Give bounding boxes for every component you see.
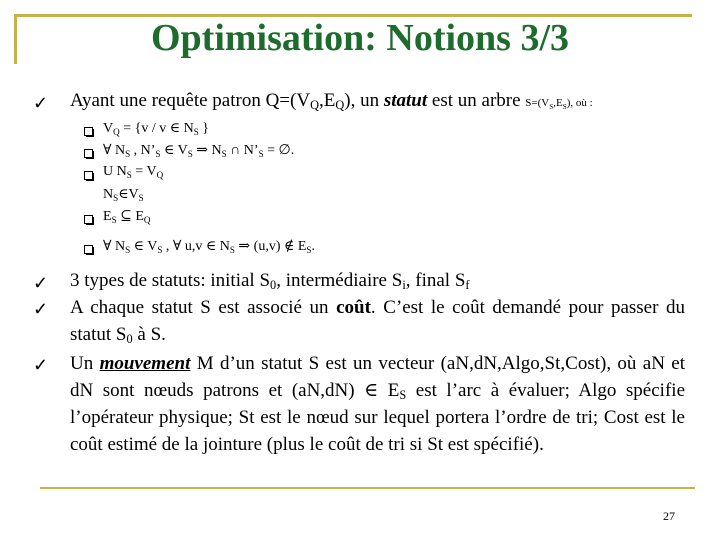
checkbox-bullet-icon bbox=[84, 245, 93, 254]
check-icon: ✓ bbox=[33, 273, 49, 293]
checkbox-bullet-icon bbox=[84, 127, 93, 136]
sub-item-3: U $N_S = V_Q$ bbox=[103, 164, 164, 180]
checkbox-bullet-icon bbox=[84, 171, 93, 180]
sub-item-4: $N_S\in V_S$ bbox=[103, 187, 144, 203]
bullet-4-text: Un mouvement M d’un statut S est un vecteur (aN,dN,Algo,St,Cost), où aN et dN sont nœuds patrons et (aN,dN) ∈ $E_S$ est l’arc à évaluer; Algo spécifie l’opérateur physique; St est le nœud sur lequel portera l’ordre de tri; Cost est le coût estimé de la jointure (plus le coût de tri si St est spécifié). bbox=[70, 353, 685, 455]
page-number: 27 bbox=[663, 509, 675, 523]
bullet-2-text: 3 types de statuts: initial $S_0$, intermédiaire $S_i$, final $S_f$ bbox=[70, 270, 470, 292]
checkbox-bullet-icon bbox=[84, 149, 93, 158]
frame-bottom-rule bbox=[40, 487, 695, 489]
sub-item-2: ∀ $N_S$ , $N’_S$ ∈ $V_S$ ⇒ $N_S$ ∩ $N’_S$ = ∅. bbox=[103, 143, 295, 159]
check-icon: ✓ bbox=[33, 93, 49, 113]
bullet-1-text: Ayant une requête patron $Q=(V_Q,E_Q)$, un statut est un arbre $S=(V_S,E_S)$, où : bbox=[70, 90, 593, 112]
checkbox-bullet-icon bbox=[84, 215, 93, 224]
bullet-3-text: A chaque statut S est associé un coût. C’est le coût demandé pour passer du statut $S_0$ à S. bbox=[70, 297, 685, 346]
sub-item-1: $V_Q = \{v / v$ ∈ $N_S$ } bbox=[103, 121, 209, 137]
sub-item-5: $E_S$ ⊆ $E_Q$ bbox=[103, 209, 151, 225]
check-icon: ✓ bbox=[33, 355, 49, 375]
sub-item-6: ∀ $N_S$ ∈ $V_S$ , ∀ u,v ∈ $N_S$ ⇒ (u,v) ∉ $E_S$. bbox=[103, 239, 315, 255]
slide-title: Optimisation: Notions 3/3 bbox=[150, 17, 570, 59]
check-icon: ✓ bbox=[33, 299, 49, 319]
